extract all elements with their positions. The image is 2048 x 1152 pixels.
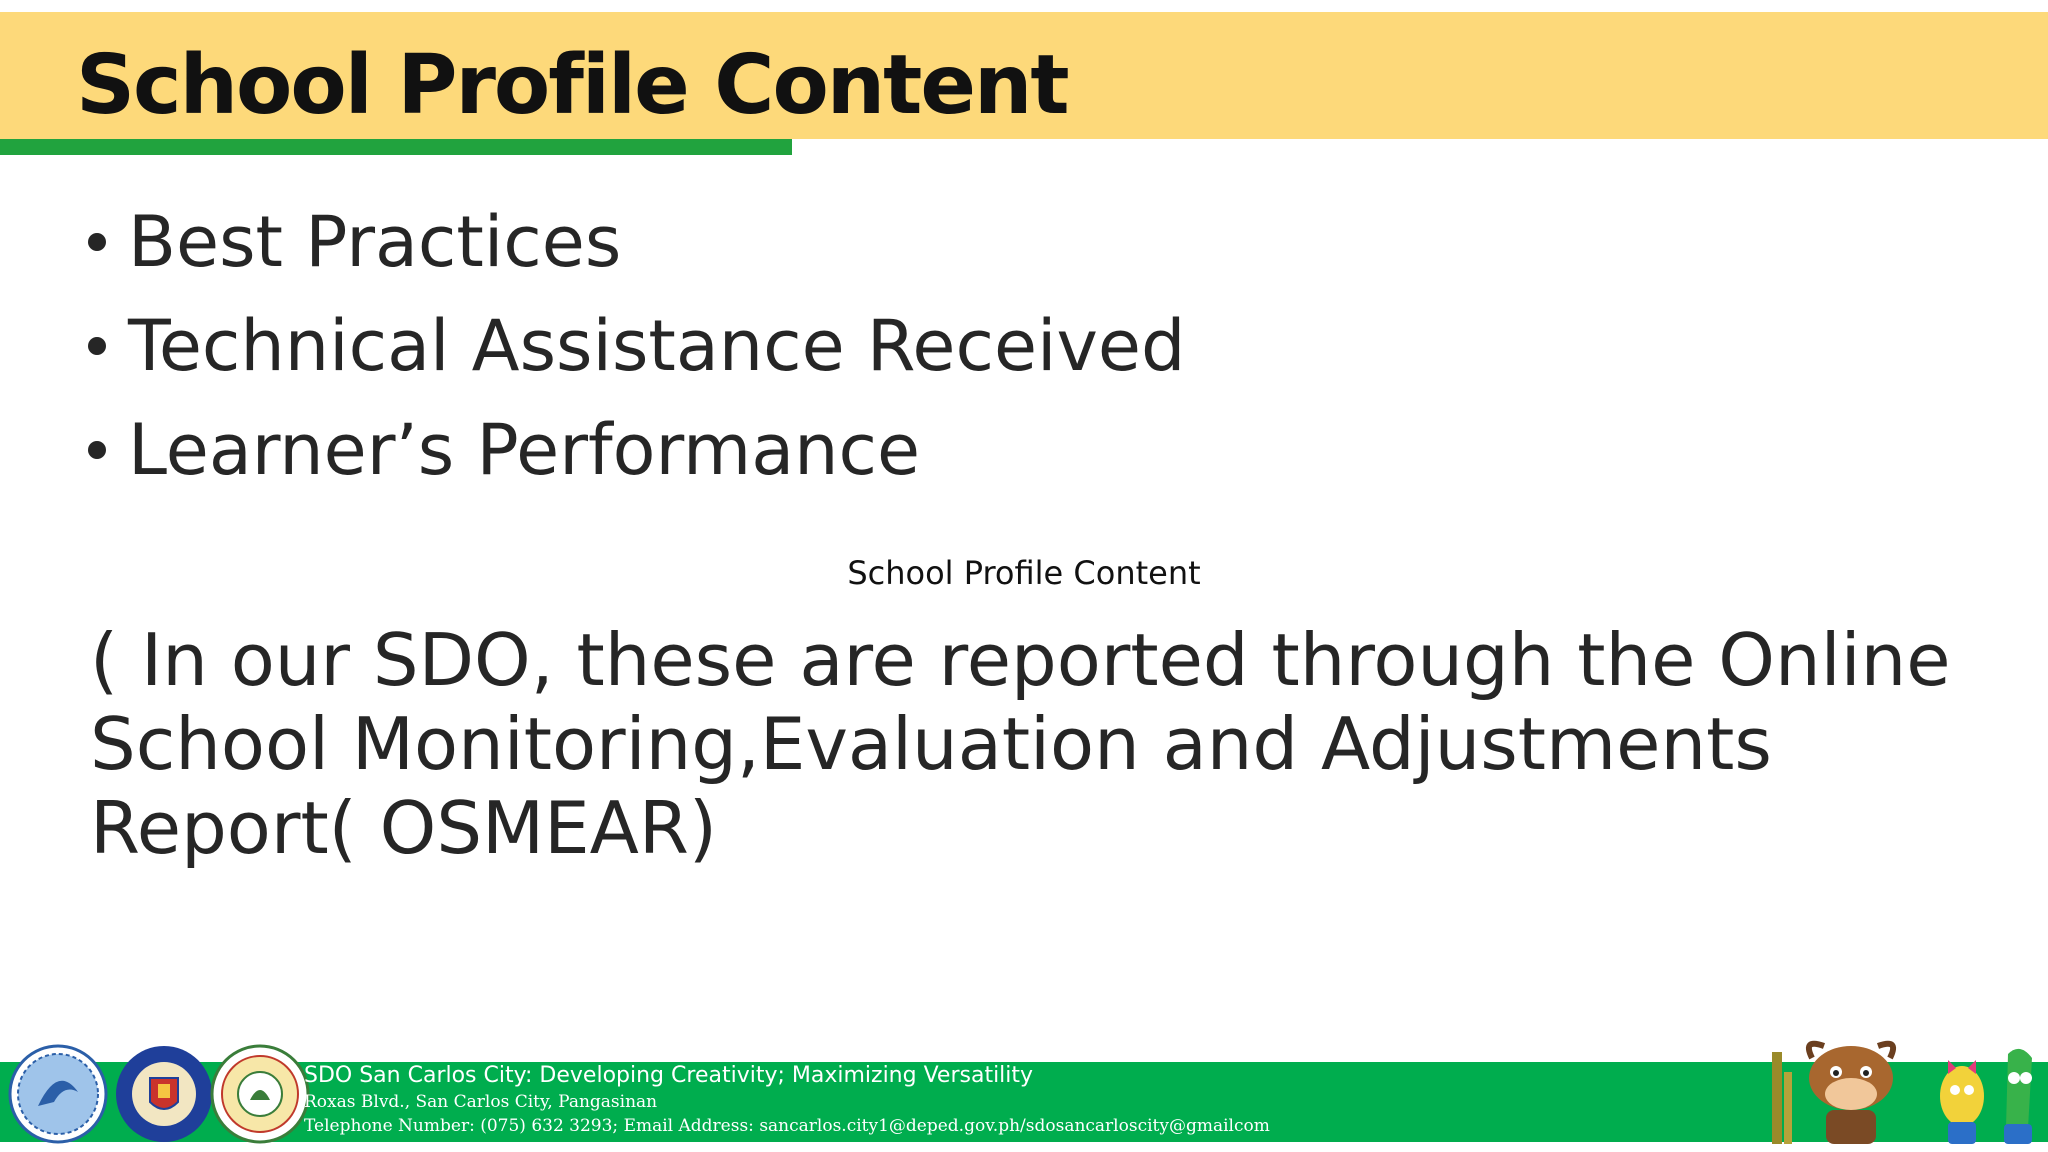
bullet-item bbox=[88, 294, 1185, 398]
slide-title: School Profile Content bbox=[76, 38, 1068, 133]
bullet-item bbox=[88, 398, 1185, 502]
bullet-item bbox=[88, 190, 1185, 294]
footer-text bbox=[304, 1062, 1270, 1138]
bullet-list bbox=[88, 190, 1185, 502]
schools-division-seal-icon bbox=[210, 1044, 310, 1144]
deped-region-seal-icon bbox=[114, 1044, 214, 1144]
slide-caption: School Profile Content bbox=[847, 554, 1201, 592]
footer-contact: Telephone Number: (075) 632 3293; Email Address: sancarlos.city1@deped.gov.ph/sdosancarloscity@gmailcom bbox=[304, 1116, 1270, 1136]
mascots-icon bbox=[1772, 1032, 2042, 1148]
slide-note: ( In our SDO, these are reported through the Online School Monitoring,Evaluation and Adjustments Report( OSMEAR) bbox=[90, 618, 1951, 870]
bullet-icon bbox=[88, 337, 106, 355]
bullet-label: Learner’s Performance bbox=[128, 409, 921, 491]
bullet-label: Best Practices bbox=[128, 201, 622, 283]
bullet-label: Technical Assistance Received bbox=[128, 305, 1186, 387]
footer-tagline: SDO San Carlos City: Developing Creativity; Maximizing Versatility bbox=[304, 1063, 1034, 1088]
title-bar bbox=[0, 12, 2048, 139]
footer-address: Roxas Blvd., San Carlos City, Pangasinan bbox=[304, 1092, 658, 1112]
bullet-icon bbox=[88, 233, 106, 251]
bullet-icon bbox=[88, 441, 106, 459]
sdo-logo-icon bbox=[8, 1044, 108, 1144]
title-underline bbox=[0, 139, 792, 155]
